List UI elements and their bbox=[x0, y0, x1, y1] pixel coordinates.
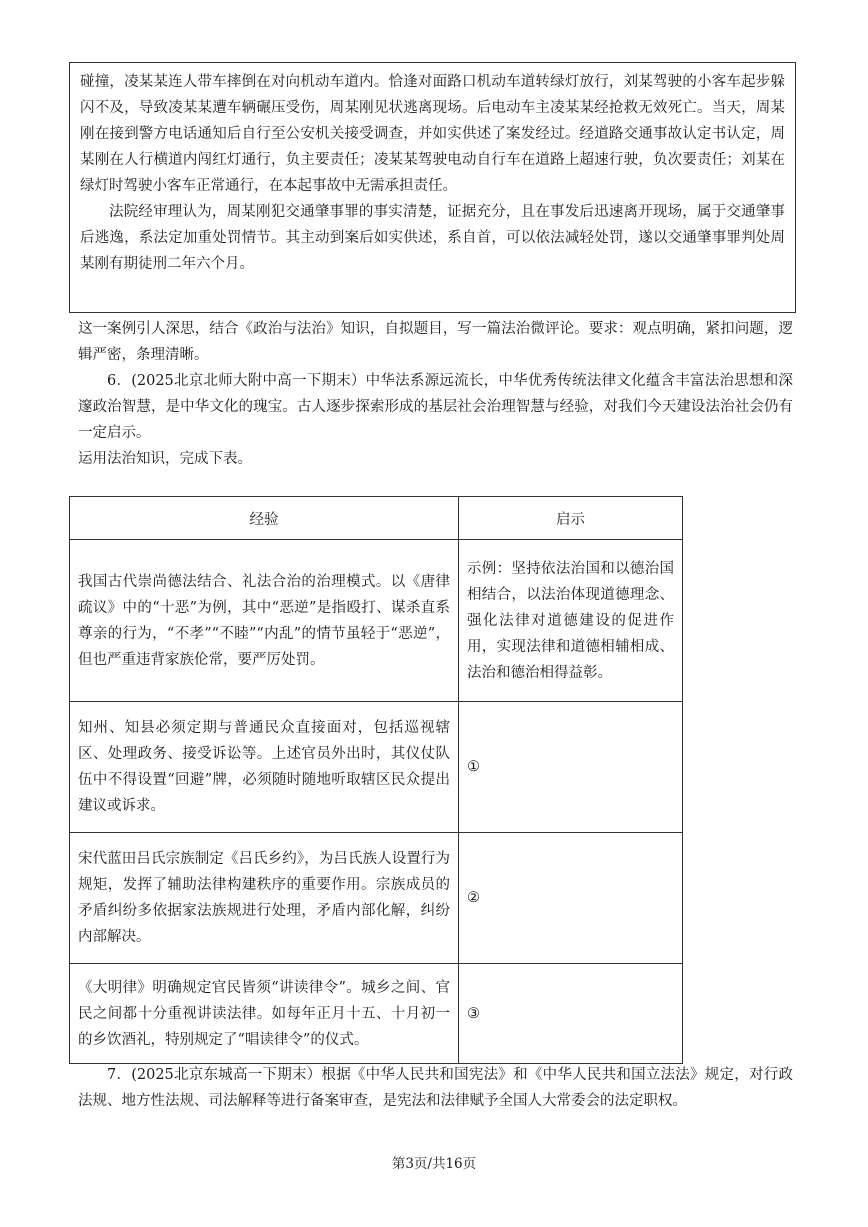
insight-cell: ③ bbox=[459, 964, 683, 1064]
table-row bbox=[70, 964, 683, 1064]
experience-cell: 知州、知县必须定期与普通民众直接面对，包括巡视辖区、处理政务、接受诉讼等。上述官员外出时，其仪仗队伍中不得设置“回避”牌，必须随时随地听取辖区民众提出建议或诉求。 bbox=[70, 702, 459, 833]
question-5-task: 这一案例引人深思，结合《政治与法治》知识，自拟题目，写一篇法治微评论。要求：观点明确，紧扣问题，逻辑严密，条理清晰。 bbox=[78, 321, 793, 363]
experience-cell: 我国古代崇尚德法结合、礼法合治的治理模式。以《唐律疏议》中的“十恶”为例，其中“恶逆”是指殴打、谋杀直系尊亲的行为，“不孝”“不睦”“内乱”的情节虽轻于“恶逆”，但也严重违背家族伦常，要严厉处罚。 bbox=[70, 540, 459, 702]
case-box bbox=[69, 62, 796, 313]
experience-insight-table bbox=[69, 496, 683, 1064]
page-footer: 第3页/共16页 bbox=[391, 1156, 477, 1172]
insight-cell: 示例：坚持依法治国和以德治国相结合，以法治体现道德理念、强化法律对道德建设的促进作用，实现法律和道德相辅相成、法治和德治相得益彰。 bbox=[459, 540, 683, 702]
case-paragraph-2: 法院经审理认为，周某刚犯交通肇事罪的事实清楚，证据充分，且在事发后迅速离开现场，属于交通肇事后逃逸，系法定加重处罚情节。其主动到案后如实供述，系自首，可以依法减轻处罚，遂以交通肇事罪判处周某刚有期徒刑二年六个月。 bbox=[80, 204, 785, 272]
table-header-row bbox=[70, 497, 683, 540]
header-insight: 启示 bbox=[459, 497, 683, 540]
insight-cell: ② bbox=[459, 833, 683, 964]
table-row bbox=[70, 540, 683, 702]
question-7-text: 7．(2025北京东城高一下期末）根据《中华人民共和国宪法》和《中华人民共和国立法法》规定，对行政法规、地方性法规、司法解释等进行备案审查，是宪法和法律赋予全国人大常委会的法定职权。 bbox=[78, 1067, 793, 1109]
experience-cell: 《大明律》明确规定官民皆须“讲读律令”。城乡之间、官民之间都十分重视讲读法律。如每年正月十五、十月初一的乡饮酒礼，特别规定了“唱读律令”的仪式。 bbox=[70, 964, 459, 1064]
question-6-instruction: 运用法治知识，完成下表。 bbox=[78, 451, 252, 467]
insight-cell: ① bbox=[459, 702, 683, 833]
table-row bbox=[70, 702, 683, 833]
header-experience: 经验 bbox=[70, 497, 459, 540]
table-row bbox=[70, 833, 683, 964]
case-paragraph-1: 碰撞，凌某某连人带车摔倒在对向机动车道内。恰逢对面路口机动车道转绿灯放行，刘某驾驶的小客车起步躲闪不及，导致凌某某遭车辆碾压受伤，周某刚见状逃离现场。后电动车主凌某某经抢救无效死亡。当天，周某刚在接到警方电话通知后自行至公安机关接受调查，并如实供述了案发经过。经道路交通事故认定书认定，周某刚在人行横道内闯红灯通行，负主要责任；凌某某驾驶电动自行车在道路上超速行驶，负次要责任；刘某在绿灯时驾驶小客车正常通行，在本起事故中无需承担责任。 bbox=[80, 74, 785, 194]
experience-cell: 宋代蓝田吕氏宗族制定《吕氏乡约》，为吕氏族人设置行为规矩，发挥了辅助法律构建秩序的重要作用。宗族成员的矛盾纠纷多依据家法族规进行处理，矛盾内部化解，纠纷内部解决。 bbox=[70, 833, 459, 964]
question-6-intro: 6．(2025北京北师大附中高一下期末）中华法系源远流长，中华优秀传统法律文化蕴含丰富法治思想和深邃政治智慧，是中华文化的瑰宝。古人逐步探索形成的基层社会治理智慧与经验，对我们今天建设法治社会仍有一定启示。 bbox=[78, 373, 793, 441]
